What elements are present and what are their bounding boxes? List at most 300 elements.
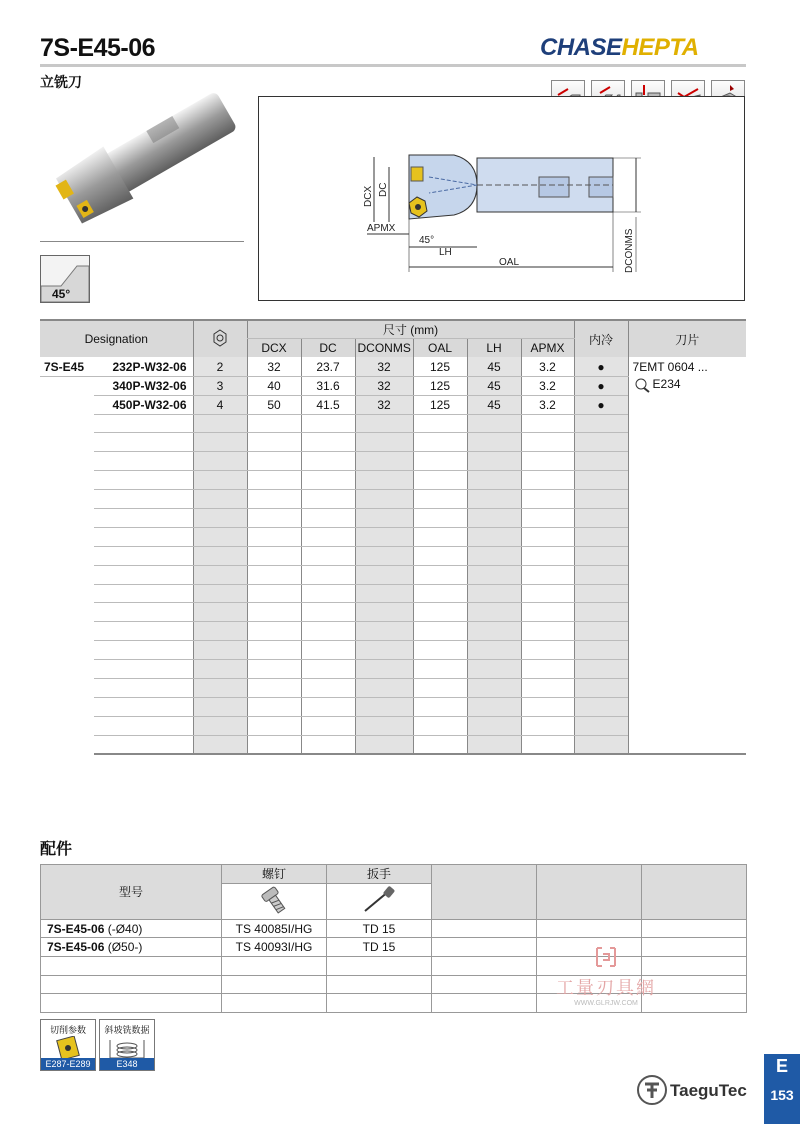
empty-cell — [40, 490, 94, 509]
empty-cell — [40, 433, 94, 452]
empty-cell — [193, 697, 247, 716]
empty-cell — [94, 433, 193, 452]
empty-cell — [40, 527, 94, 546]
watermark-url: WWW.GLRJW.COM — [574, 1000, 638, 1007]
empty-cell — [40, 622, 94, 641]
empty-cell — [247, 433, 301, 452]
empty-cell — [193, 452, 247, 471]
lh-label: LH — [439, 247, 452, 258]
empty-cell — [40, 452, 94, 471]
accessory-range: (Ø50-) — [107, 940, 143, 955]
empty-cell — [355, 433, 413, 452]
column-header-dconms: DCONMS — [355, 339, 413, 358]
screw-image-cell — [222, 883, 327, 919]
empty-cell — [467, 546, 521, 565]
screw-header: 螺钉 — [222, 865, 327, 884]
empty-cell — [467, 603, 521, 622]
endmill-photo — [40, 90, 240, 235]
designation-prefix: 7S-E45 — [40, 357, 94, 376]
empty-cell — [413, 471, 467, 490]
empty-cell — [413, 697, 467, 716]
empty-cell — [40, 471, 94, 490]
accessory-model — [41, 919, 222, 938]
empty-cell — [40, 376, 94, 395]
empty-cell — [94, 641, 193, 660]
empty-cell — [94, 584, 193, 603]
empty-cell — [193, 471, 247, 490]
cell-dcx: 40 — [247, 376, 301, 395]
empty-cell — [355, 565, 413, 584]
cell-apmx: 3.2 — [521, 357, 574, 376]
cell-dconms: 32 — [355, 395, 413, 414]
accessory-wrench: TD 15 — [327, 919, 432, 938]
column-header-oal: OAL — [413, 339, 467, 358]
cell-apmx: 3.2 — [521, 395, 574, 414]
empty-cell — [432, 938, 537, 957]
empty-cell — [355, 471, 413, 490]
empty-cell — [355, 679, 413, 698]
empty-cell — [574, 509, 628, 528]
empty-cell — [521, 641, 574, 660]
ramping-data-title: 斜坡铣数据 — [104, 1025, 150, 1035]
empty-cell — [301, 641, 355, 660]
empty-cell — [432, 975, 537, 994]
cell-coolant: ● — [574, 357, 628, 376]
empty-cell — [521, 509, 574, 528]
empty-cell — [521, 679, 574, 698]
empty-cell — [413, 735, 467, 754]
empty-cell — [247, 641, 301, 660]
column-header-dcx: DCX — [247, 339, 301, 358]
empty-cell — [413, 622, 467, 641]
empty-cell — [355, 716, 413, 735]
empty-cell — [222, 957, 327, 976]
empty-cell — [574, 697, 628, 716]
empty-cell — [247, 622, 301, 641]
cell-z: 4 — [193, 395, 247, 414]
empty-cell — [521, 735, 574, 754]
empty-cell — [247, 452, 301, 471]
page-number: 153 — [770, 1087, 794, 1103]
ramping-data-ref[interactable] — [99, 1019, 155, 1071]
empty-cell — [327, 975, 432, 994]
empty-cell — [355, 414, 413, 433]
column-header-apmx: APMX — [521, 339, 574, 358]
empty-cell — [413, 509, 467, 528]
empty-cell — [467, 584, 521, 603]
empty-cell — [574, 716, 628, 735]
empty-cell — [467, 565, 521, 584]
watermark — [536, 945, 676, 1007]
empty-cell — [301, 697, 355, 716]
empty-cell — [193, 735, 247, 754]
table-row — [40, 357, 746, 376]
empty-cell — [355, 490, 413, 509]
wrench-header: 扳手 — [327, 865, 432, 884]
cell-suffix: 340P-W32-06 — [94, 376, 193, 395]
taegutec-logo: TaeguTec — [670, 1081, 747, 1100]
empty-cell — [40, 679, 94, 698]
empty-cell — [301, 679, 355, 698]
page-title: 7S-E45-06 — [40, 34, 156, 62]
empty-cell — [193, 679, 247, 698]
empty-cell — [40, 697, 94, 716]
cell-coolant: ● — [574, 376, 628, 395]
column-header-lh: LH — [467, 339, 521, 358]
watermark-text: 工量刃具網 — [556, 978, 656, 998]
empty-cell — [94, 527, 193, 546]
empty-cell — [94, 565, 193, 584]
empty-cell — [413, 433, 467, 452]
empty-cell — [41, 975, 222, 994]
empty-cell — [432, 994, 537, 1013]
empty-cell — [574, 735, 628, 754]
empty-cell — [574, 490, 628, 509]
accessory-wrench: TD 15 — [327, 938, 432, 957]
empty-cell — [301, 603, 355, 622]
cell-dconms: 32 — [355, 357, 413, 376]
empty-cell — [355, 603, 413, 622]
empty-cell — [193, 414, 247, 433]
empty-cell — [40, 603, 94, 622]
cell-lh: 45 — [467, 395, 521, 414]
cell-z: 3 — [193, 376, 247, 395]
empty-cell — [94, 679, 193, 698]
cell-suffix: 450P-W32-06 — [94, 395, 193, 414]
empty-cell — [467, 641, 521, 660]
accessories-heading: 配件 — [40, 841, 73, 858]
empty-cell — [467, 527, 521, 546]
empty-cell — [94, 546, 193, 565]
cell-dc: 41.5 — [301, 395, 355, 414]
empty-cell — [247, 735, 301, 754]
wrench-image-cell — [327, 883, 432, 919]
empty-cell — [413, 527, 467, 546]
empty-cell — [413, 603, 467, 622]
empty-header — [432, 865, 537, 920]
empty-cell — [521, 452, 574, 471]
empty-cell — [222, 975, 327, 994]
empty-cell — [301, 527, 355, 546]
empty-cell — [40, 735, 94, 754]
empty-cell — [40, 660, 94, 679]
empty-header — [642, 865, 747, 920]
empty-cell — [413, 490, 467, 509]
angle-badge-label: 45° — [52, 287, 71, 301]
empty-cell — [193, 603, 247, 622]
empty-cell — [301, 716, 355, 735]
cell-lh: 45 — [467, 376, 521, 395]
cutting-data-title: 切削参数 — [49, 1025, 86, 1035]
empty-cell — [301, 584, 355, 603]
accessory-screw: TS 40093I/HG — [222, 938, 327, 957]
cell-dc: 31.6 — [301, 376, 355, 395]
empty-cell — [247, 679, 301, 698]
brand-main: CHASE — [540, 34, 622, 61]
empty-cell — [40, 641, 94, 660]
empty-cell — [193, 641, 247, 660]
insert-name: 7EMT 0604 ... — [632, 360, 708, 375]
empty-cell — [247, 490, 301, 509]
cell-lh: 45 — [467, 357, 521, 376]
empty-cell — [94, 603, 193, 622]
dc-label: DC — [378, 182, 389, 197]
empty-cell — [467, 660, 521, 679]
empty-cell — [301, 565, 355, 584]
empty-cell — [521, 697, 574, 716]
empty-cell — [94, 490, 193, 509]
empty-cell — [467, 509, 521, 528]
empty-cell — [467, 679, 521, 698]
accessory-model-name: 7S-E45-06 — [47, 940, 105, 955]
empty-cell — [193, 433, 247, 452]
cell-oal: 125 — [413, 395, 467, 414]
watermark-logo-icon — [594, 945, 618, 969]
spec-body — [40, 357, 746, 754]
empty-cell — [94, 509, 193, 528]
empty-cell — [94, 414, 193, 433]
insert-header: 刀片 — [628, 320, 746, 357]
accessory-screw: TS 40085I/HG — [222, 919, 327, 938]
empty-cell — [413, 414, 467, 433]
empty-cell — [413, 584, 467, 603]
taegutec-logo-icon — [636, 1074, 668, 1106]
cell-suffix: 232P-W32-06 — [94, 357, 193, 376]
empty-cell — [193, 622, 247, 641]
angle-label: 45° — [419, 235, 435, 246]
page-tab — [764, 1054, 800, 1124]
empty-cell — [94, 660, 193, 679]
accessory-range: (-Ø40) — [107, 921, 143, 936]
empty-cell — [355, 527, 413, 546]
empty-cell — [193, 490, 247, 509]
empty-cell — [41, 994, 222, 1013]
empty-cell — [247, 565, 301, 584]
empty-cell — [574, 546, 628, 565]
empty-cell — [40, 395, 94, 414]
empty-cell — [40, 414, 94, 433]
empty-cell — [574, 679, 628, 698]
teeth-header — [193, 320, 247, 357]
empty-cell — [301, 490, 355, 509]
empty-cell — [301, 660, 355, 679]
oal-label: OAL — [499, 257, 520, 268]
empty-cell — [413, 452, 467, 471]
empty-cell — [521, 622, 574, 641]
designation-header: Designation — [40, 320, 193, 357]
apmx-label: APMX — [367, 223, 396, 234]
empty-cell — [574, 622, 628, 641]
cutting-data-ref[interactable] — [40, 1019, 96, 1071]
brand-logo — [540, 34, 699, 62]
empty-cell — [247, 509, 301, 528]
cell-z: 2 — [193, 357, 247, 376]
screw-icon — [254, 885, 294, 915]
empty-cell — [521, 546, 574, 565]
empty-cell — [467, 622, 521, 641]
empty-cell — [247, 414, 301, 433]
empty-cell — [193, 716, 247, 735]
cell-apmx: 3.2 — [521, 376, 574, 395]
empty-cell — [432, 957, 537, 976]
empty-cell — [193, 565, 247, 584]
accessory-model-name: 7S-E45-06 — [47, 921, 105, 936]
empty-cell — [413, 546, 467, 565]
empty-cell — [574, 527, 628, 546]
empty-cell — [327, 957, 432, 976]
empty-cell — [94, 716, 193, 735]
page-subtitle: 立铣刀 — [40, 74, 82, 90]
empty-cell — [41, 957, 222, 976]
empty-cell — [247, 527, 301, 546]
coolant-header: 内冷 — [574, 320, 628, 357]
empty-cell — [301, 546, 355, 565]
empty-cell — [355, 509, 413, 528]
empty-cell — [327, 994, 432, 1013]
empty-cell — [301, 622, 355, 641]
empty-cell — [432, 919, 537, 938]
empty-cell — [355, 546, 413, 565]
empty-cell — [467, 433, 521, 452]
empty-cell — [574, 641, 628, 660]
empty-cell — [222, 994, 327, 1013]
empty-cell — [355, 641, 413, 660]
insert-count-icon — [211, 329, 229, 347]
empty-cell — [355, 660, 413, 679]
empty-cell — [193, 584, 247, 603]
cell-oal: 125 — [413, 357, 467, 376]
empty-cell — [301, 433, 355, 452]
empty-cell — [247, 603, 301, 622]
empty-cell — [574, 660, 628, 679]
empty-cell — [193, 660, 247, 679]
empty-cell — [467, 716, 521, 735]
empty-cell — [355, 735, 413, 754]
empty-cell — [301, 414, 355, 433]
column-header-dc: DC — [301, 339, 355, 358]
insert-ref-link[interactable] — [633, 377, 745, 393]
empty-cell — [301, 471, 355, 490]
insert-cell — [628, 357, 746, 754]
empty-cell — [94, 622, 193, 641]
cell-dcx: 50 — [247, 395, 301, 414]
photo-rule — [40, 241, 244, 242]
empty-cell — [413, 565, 467, 584]
table-row — [41, 919, 747, 938]
empty-cell — [467, 490, 521, 509]
empty-cell — [521, 527, 574, 546]
empty-cell — [467, 735, 521, 754]
empty-cell — [574, 471, 628, 490]
empty-cell — [574, 433, 628, 452]
wrench-icon — [359, 885, 399, 915]
empty-cell — [574, 452, 628, 471]
technical-drawing — [258, 96, 745, 301]
accessory-model — [41, 938, 222, 957]
empty-cell — [193, 546, 247, 565]
dcx-label: DCX — [363, 185, 374, 207]
empty-cell — [40, 546, 94, 565]
section-letter: E — [775, 1056, 788, 1076]
empty-cell — [467, 697, 521, 716]
empty-cell — [413, 660, 467, 679]
empty-cell — [40, 509, 94, 528]
empty-cell — [247, 471, 301, 490]
insert-ref: E234 — [652, 377, 681, 392]
empty-cell — [94, 452, 193, 471]
empty-cell — [521, 433, 574, 452]
empty-cell — [94, 697, 193, 716]
empty-cell — [301, 452, 355, 471]
cutting-data-pages: E287-E289 — [41, 1058, 95, 1070]
empty-cell — [301, 509, 355, 528]
empty-cell — [413, 716, 467, 735]
empty-cell — [574, 565, 628, 584]
empty-cell — [521, 414, 574, 433]
empty-cell — [355, 452, 413, 471]
empty-header — [537, 865, 642, 920]
empty-cell — [40, 584, 94, 603]
empty-cell — [247, 660, 301, 679]
empty-cell — [521, 660, 574, 679]
empty-cell — [193, 527, 247, 546]
model-header: 型号 — [41, 865, 222, 920]
empty-cell — [413, 641, 467, 660]
empty-cell — [642, 919, 747, 938]
magnifier-icon — [633, 377, 653, 393]
empty-cell — [247, 584, 301, 603]
empty-cell — [301, 735, 355, 754]
empty-cell — [247, 697, 301, 716]
empty-cell — [574, 603, 628, 622]
empty-cell — [247, 716, 301, 735]
empty-cell — [521, 584, 574, 603]
dims-header: 尺寸 (mm) — [247, 320, 574, 339]
empty-cell — [94, 735, 193, 754]
empty-cell — [521, 565, 574, 584]
empty-cell — [574, 584, 628, 603]
cell-coolant: ● — [574, 395, 628, 414]
empty-cell — [413, 679, 467, 698]
empty-cell — [467, 414, 521, 433]
empty-cell — [355, 622, 413, 641]
cell-dcx: 32 — [247, 357, 301, 376]
empty-cell — [521, 490, 574, 509]
empty-cell — [537, 919, 642, 938]
spec-table — [40, 319, 746, 755]
empty-cell — [467, 471, 521, 490]
cell-oal: 125 — [413, 376, 467, 395]
empty-cell — [574, 414, 628, 433]
dimension-drawing — [259, 97, 744, 300]
cell-dc: 23.7 — [301, 357, 355, 376]
cell-dconms: 32 — [355, 376, 413, 395]
empty-cell — [355, 697, 413, 716]
empty-cell — [94, 471, 193, 490]
empty-cell — [521, 603, 574, 622]
empty-cell — [40, 565, 94, 584]
brand-accent: HEPTA — [621, 34, 699, 61]
empty-cell — [521, 471, 574, 490]
empty-cell — [247, 546, 301, 565]
dconms-label: DCONMS — [624, 228, 635, 273]
empty-cell — [355, 584, 413, 603]
empty-cell — [193, 509, 247, 528]
ramping-data-pages: E348 — [100, 1058, 154, 1070]
empty-cell — [521, 716, 574, 735]
title-rule — [40, 64, 746, 67]
empty-cell — [467, 452, 521, 471]
